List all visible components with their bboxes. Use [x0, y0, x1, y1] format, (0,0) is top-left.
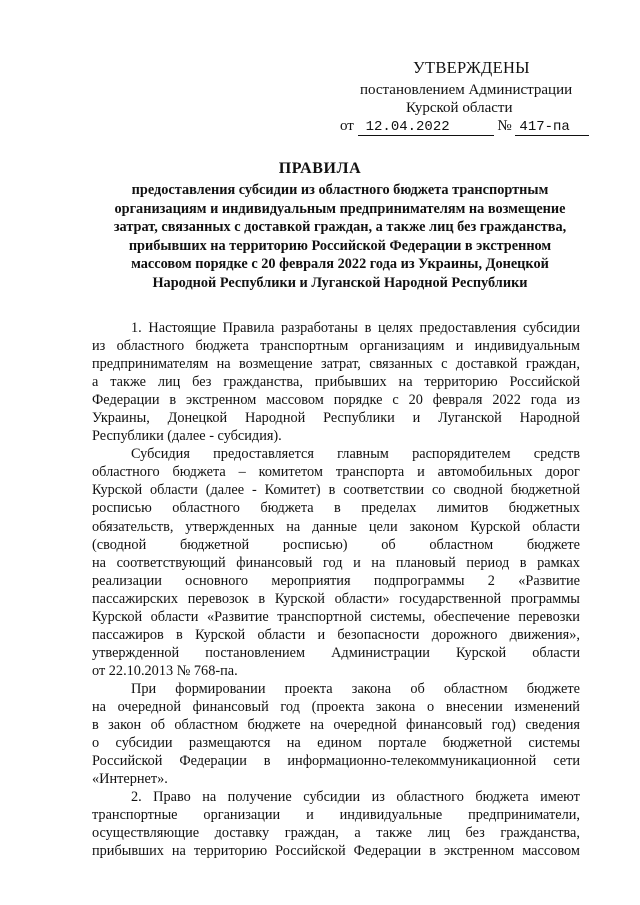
approval-heading: УТВЕРЖДЕНЫ [413, 58, 530, 77]
approval-number: 417-па [515, 119, 589, 136]
subtitle-line: затрат, связанных с доставкой граждан, а также лиц без гражданства, [113, 219, 567, 236]
body-line: росписью областного бюджета в пределах лимитов бюджетных [92, 500, 580, 517]
body-line: пассажирских перевозок в Курской области» государственной программы [92, 590, 580, 607]
document-title: ПРАВИЛА [278, 160, 362, 177]
subtitle-line: Народной Республики и Луганской Народной Республики [152, 274, 528, 291]
body-line: Федерации в экстренном массовом порядке с 20 февраля 2022 года из [92, 392, 580, 409]
document-subtitle [90, 181, 590, 293]
body-line: о субсидии размещаются на едином портале бюджетной системы [92, 735, 580, 752]
subtitle-line: организациям и индивидуальным предпринимателям на возмещение [114, 200, 566, 217]
body-line: Украины, Донецкой Народной Республики и Луганской Народной [92, 410, 580, 427]
approval-date-line [340, 116, 620, 136]
number-label: № [497, 118, 512, 134]
body-line: 1. Настоящие Правила разработаны в целях предоставления субсидии [131, 320, 580, 336]
body-line: Курской области «Развитие транспортной системы, обеспечение перевозки [92, 608, 580, 625]
subtitle-line: массовом порядке с 20 февраля 2022 года из Украины, Донецкой [131, 256, 549, 273]
body-line: а также лиц без гражданства, прибывших на территорию Российской [92, 374, 580, 391]
body-line: обязательств, утвержденных на данные цели законом Курской области [92, 518, 580, 535]
body-line: осуществляющие доставку граждан, а также лиц без гражданства, [92, 825, 580, 842]
body-line: прибывших на территорию Российской Федерации в экстренном массовом [92, 843, 580, 860]
body-line: Курской области (далее - Комитет) в соответствии со сводной бюджетной [92, 482, 580, 499]
body-line: Российской Федерации в информационно-телекоммуникационной сети [92, 753, 580, 770]
body-line: от 22.10.2013 № 768-па. [92, 662, 238, 679]
body-line: утвержденной постановлением Администрации Курской области [92, 644, 580, 661]
body-line: Субсидия предоставляется главным распорядителем средств [131, 446, 580, 463]
body-line: «Интернет». [92, 771, 168, 788]
body-line: предпринимателям на возмещение затрат, связанных с доставкой граждан, [92, 356, 580, 373]
body-line: в закон об областном бюджете на очередной финансовый год) сведения [92, 717, 580, 734]
body-line: областного бюджета – комитетом транспорта и автомобильных дорог [92, 464, 580, 481]
body-line: пассажиров в Курской области и безопасности дорожного движения», [92, 626, 580, 643]
body-line: 2. Право на получение субсидии из областного бюджета имеют [131, 789, 580, 806]
body-line: (сводной бюджетной росписью) об областном бюджете [92, 536, 580, 553]
from-label: от [340, 118, 354, 134]
body-line: транспортные организации и индивидуальные предприниматели, [92, 807, 580, 824]
document-body [92, 319, 580, 860]
body-line: При формировании проекта закона об областном бюджете [131, 680, 580, 697]
subtitle-line: прибывших на территорию Российской Федерации в экстренном [128, 237, 552, 254]
approval-issuer: постановлением Администрации [360, 82, 573, 98]
approval-date: 12.04.2022 [358, 119, 494, 136]
body-line: реализации основного мероприятия подпрограммы 2 «Развитие [92, 572, 580, 589]
body-line: из областного бюджета транспортным организациям и индивидуальным [92, 338, 580, 355]
approval-region: Курской области [406, 100, 513, 116]
subtitle-line: предоставления субсидии из областного бюджета транспортным [131, 182, 549, 198]
body-line: Республики (далее - субсидия). [92, 428, 282, 445]
body-line: на очередной финансовый год (проекта закона о внесении изменений [92, 698, 580, 715]
body-line: на соответствующий финансовый год и на плановый период в рамках [92, 554, 580, 571]
